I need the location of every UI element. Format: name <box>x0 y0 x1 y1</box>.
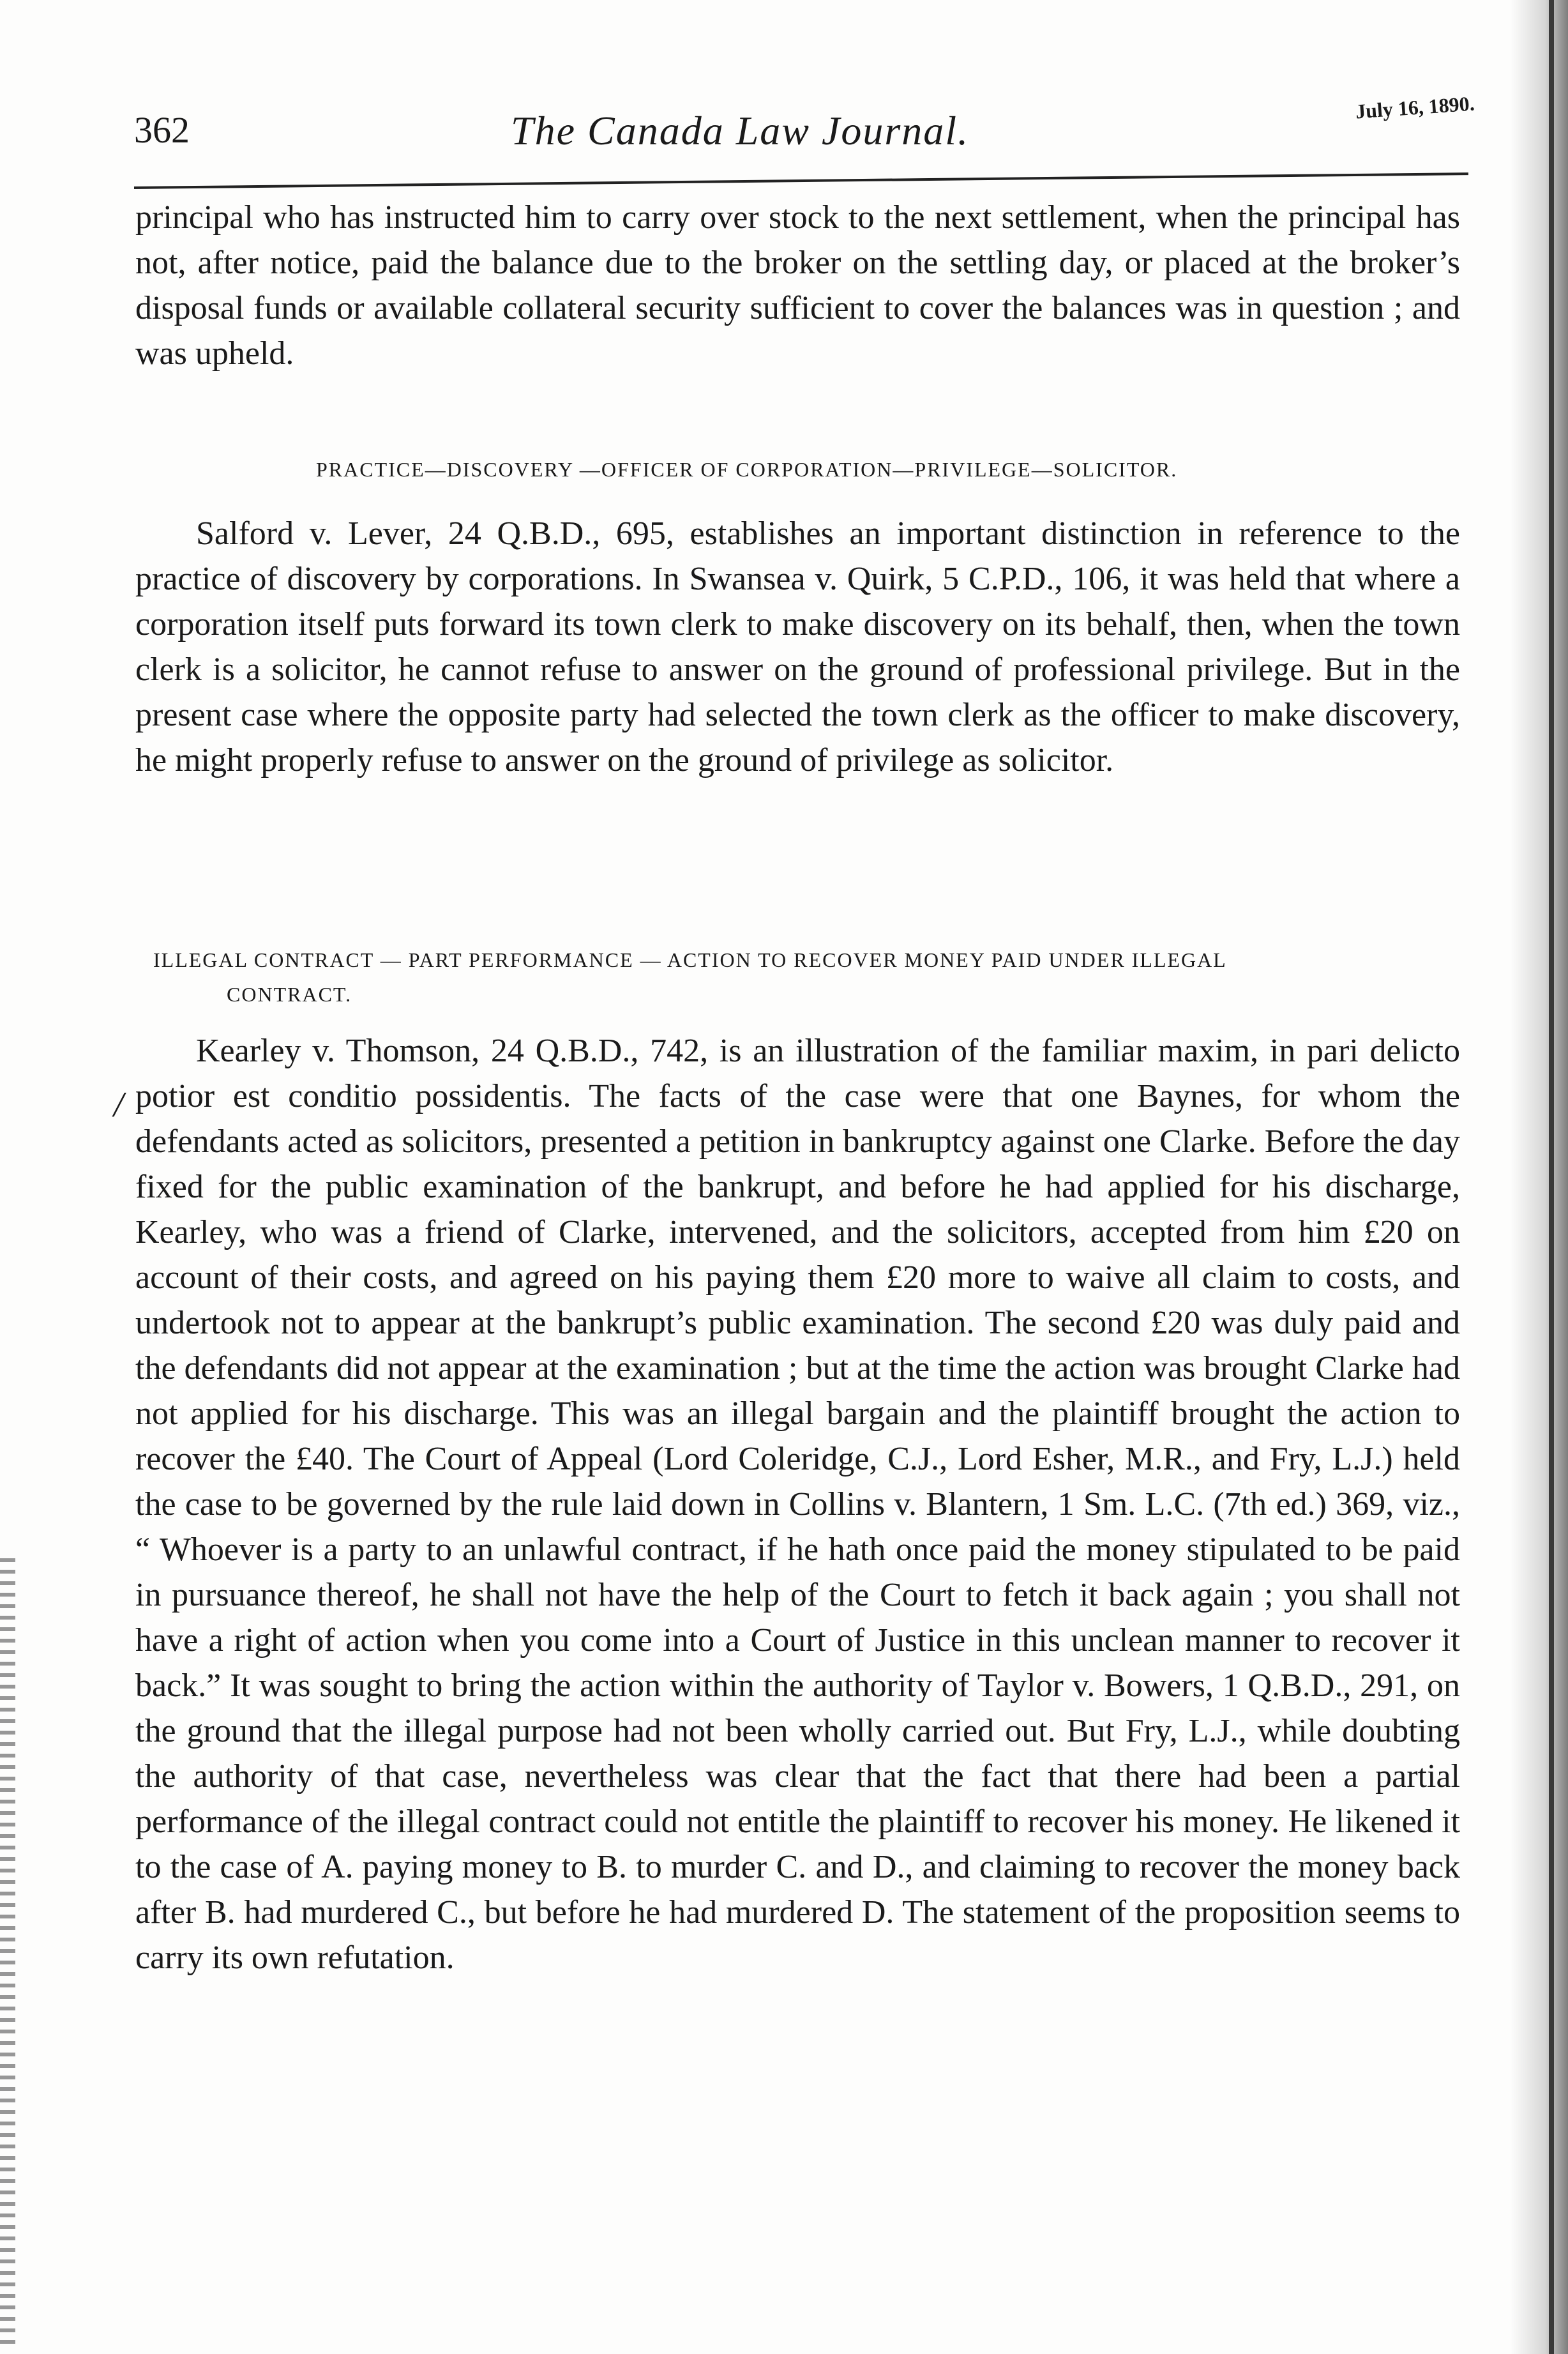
journal-title: The Canada Law Journal. <box>511 108 970 153</box>
page-number: 362 <box>134 109 190 151</box>
issue-date: July 16, 1890. <box>1355 91 1475 123</box>
scan-edge-shadow <box>1511 0 1568 2354</box>
scan-edge-line <box>1549 0 1554 2354</box>
scan-binding-marks <box>0 1558 15 2350</box>
section-heading-discovery: PRACTICE—DISCOVERY —OFFICER OF CORPORATION—PRIVILEGE—SOLICITOR. <box>316 458 1178 481</box>
continued-paragraph <box>135 195 1460 376</box>
header-rule <box>134 172 1468 189</box>
page-header <box>134 91 1475 172</box>
paragraph-text: principal who has instructed him to carry over stock to the next settlement, when the principal has not, after notice, paid the balance due to the broker on the settling day, or placed at the broker’s disposal funds or available collateral security sufficient to cover the balances was in question ; and was upheld. <box>135 199 1460 372</box>
illegal-contract-paragraph <box>135 1028 1460 1980</box>
paragraph-text: Kearley v. Thomson, 24 Q.B.D., 742, is an illustration of the familiar maxim, in pari delicto potior est conditio possidentis. The facts of the case were that one Baynes, for whom the defendants acted as solicitors, presented a petition in bankruptcy against one Clarke. Before the day fixed for the public examination of the bankrupt, and before he had applied for his discharge, Kearley, who was a friend of Clarke, intervened, and the solicitors, accepted from him £20 on account of their costs, and agreed on his paying them £20 more to waive all claim to costs, and undertook not to appear at the bankrupt’s public examination. The second £20 was duly paid and the defendants did not appear at the examination ; but at the time the action was brought Clarke had not applied for his discharge. This was an illegal bargain and the plaintiff brought the action to recover the £40. The Court of Appeal (Lord Coleridge, C.J., Lord Esher, M.R., and Fry, L.J.) held the case to be governed by the rule laid down in Collins v. Blantern, 1 Sm. L.C. (7th ed.) 369, viz., “ Whoever is a party to an unlawful contract, if he hath once paid the money stipulated to be paid in pursuance thereof, he shall not have the help of the Court to fetch it back again ; you shall not have a right of action when you come into a Court of Justice in this unclean manner to recover it back.” It was sought to bring the action within the authority of Taylor v. Bowers, 1 Q.B.D., 291, on the ground that the illegal purpose had not been wholly carried out. But Fry, L.J., while doubting the authority of that case, nevertheless was clear that the fact that there had been a partial performance of the illegal contract could not entitle the plaintiff to recover his money. He likened it to the case of A. paying money to B. to murder C. and D., and claiming to recover the money back after B. had murdered C., but before he had murdered D. The statement of the proposition seems to carry its own refutation. <box>135 1033 1460 1976</box>
margin-mark: / <box>114 1085 124 1125</box>
discovery-paragraph <box>135 511 1460 783</box>
paragraph-text: Salford v. Lever, 24 Q.B.D., 695, establishes an important distinction in reference to the practice of discovery by corporations. In Swansea v. Quirk, 5 C.P.D., 106, it was held that where a corporation itself puts forward its town clerk to make discovery on its behalf, then, when the town clerk is a solicitor, he cannot refuse to answer on the ground of professional privilege. But in the present case where the opposite party had selected the town clerk as the officer to make discovery, he might properly refuse to answer on the ground of privilege as solicitor. <box>135 515 1460 778</box>
section-heading-illegal-contract: ILLEGAL CONTRACT — PART PERFORMANCE — ACTION TO RECOVER MONEY PAID UNDER ILLEGAL <box>153 948 1227 971</box>
section-heading-illegal-contract-cont: CONTRACT. <box>227 983 352 1006</box>
